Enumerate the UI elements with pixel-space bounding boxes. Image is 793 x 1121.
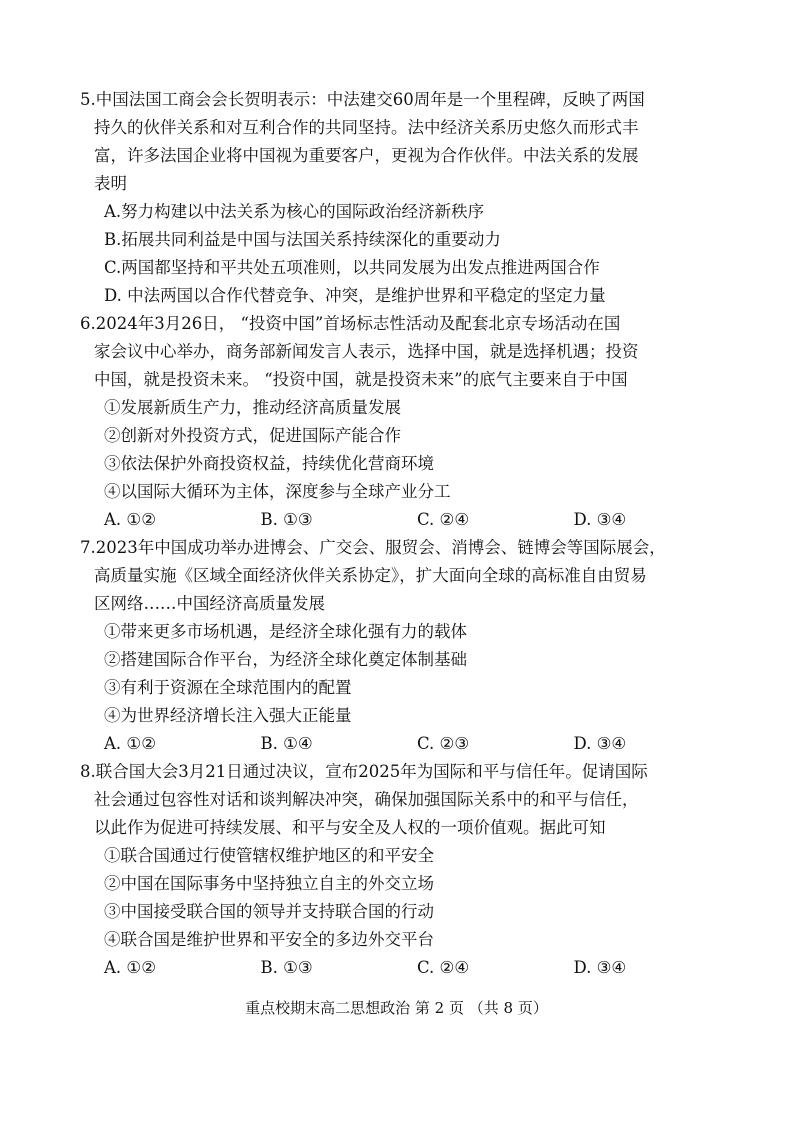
question-5-option-a: A.努力构建以中法关系为核心的国际政治经济新秩序 <box>104 202 485 221</box>
question-6 <box>80 310 730 534</box>
question-8-stem-line-2: 社会通过包容性对话和谈判解决冲突，确保加强国际关系中的和平与信任， <box>94 790 639 809</box>
question-6-stem-line-3: 中国，就是投资未来。 “投资中国，就是投资未来”的底气主要来自于中国 <box>94 370 628 389</box>
question-6-statement-4: ④以国际大循环为主体，深度参与全球产业分工 <box>104 482 451 501</box>
question-7-choices <box>104 730 730 758</box>
question-6-choice-d: D. ③④ <box>573 510 627 529</box>
question-8-choice-a: A. ①② <box>104 958 156 977</box>
question-8-choice-c: C. ②④ <box>417 958 470 977</box>
question-6-statement-3: ③依法保护外商投资权益，持续优化营商环境 <box>104 454 434 473</box>
question-8-statement-1: ①联合国通过行使管辖权维护地区的和平安全 <box>104 846 434 865</box>
question-5-stem-line-3: 富，许多法国企业将中国视为重要客户，更视为合作伙伴。中法关系的发展 <box>94 146 639 165</box>
question-7-choice-b: B. ①④ <box>260 734 313 753</box>
question-8-stem-line-3: 以此作为促进可持续发展、和平与安全及人权的一项价值观。据此可知 <box>94 818 606 837</box>
question-7-statement-2: ②搭建国际合作平台，为经济全球化奠定体制基础 <box>104 650 467 669</box>
question-8-choice-d: D. ③④ <box>573 958 627 977</box>
question-8-statement-4: ④联合国是维护世界和平安全的多边外交平台 <box>104 930 434 949</box>
question-6-statement-1: ①发展新质生产力，推动经济高质量发展 <box>104 398 401 417</box>
question-5-option-c: C.两国都坚持和平共处五项准则，以共同发展为出发点推进两国合作 <box>104 258 600 277</box>
question-8-stem-line-1: 8.联合国大会3月21日通过决议，宣布2025年为国际和平与信任年。促请国际 <box>80 762 648 781</box>
question-5 <box>80 86 730 310</box>
question-7-choice-c: C. ②③ <box>417 734 470 753</box>
question-7-choice-d: D. ③④ <box>573 734 627 753</box>
question-7-stem-line-2: 高质量实施《区域全面经济伙伴关系协定》，扩大面向全球的高标准自由贸易 <box>94 566 647 585</box>
question-6-stem-line-1: 6.2024年3月26日， “投资中国”首场标志性活动及配套北京专场活动在国 <box>80 314 621 333</box>
question-8 <box>80 758 730 982</box>
question-5-option-d: D. 中法两国以合作代替竞争、冲突，是维护世界和平稳定的坚定力量 <box>104 286 606 305</box>
question-8-choice-b: B. ①③ <box>260 958 313 977</box>
question-7 <box>80 534 730 758</box>
question-7-statement-4: ④为世界经济增长注入强大正能量 <box>104 706 352 725</box>
question-7-stem-line-1: 7.2023年中国成功举办进博会、广交会、服贸会、消博会、链博会等国际展会， <box>80 538 666 557</box>
question-6-choice-a: A. ①② <box>104 510 156 529</box>
question-8-choices <box>104 954 730 982</box>
question-6-choice-b: B. ①③ <box>260 510 313 529</box>
question-8-statement-3: ③中国接受联合国的领导并支持联合国的行动 <box>104 902 434 921</box>
question-7-stem-line-3: 区网络……中国经济高质量发展 <box>94 594 325 613</box>
question-7-choice-a: A. ①② <box>104 734 156 753</box>
question-6-choice-c: C. ②④ <box>417 510 470 529</box>
page-footer: 重点校期末高二思想政治 第 2 页 （共 8 页） <box>245 999 548 1017</box>
question-8-statement-2: ②中国在国际事务中坚持独立自主的外交立场 <box>104 874 434 893</box>
question-5-stem-line-4: 表明 <box>94 174 127 193</box>
question-6-choices <box>104 506 730 534</box>
question-5-option-b: B.拓展共同利益是中国与法国关系持续深化的重要动力 <box>104 230 501 249</box>
question-5-stem-line-1: 5.中国法国工商会会长贺明表示：中法建交60周年是一个里程碑，反映了两国 <box>80 90 645 109</box>
question-7-statement-1: ①带来更多市场机遇，是经济全球化强有力的载体 <box>104 622 467 641</box>
question-6-stem-line-2: 家会议中心举办，商务部新闻发言人表示，选择中国，就是选择机遇；投资 <box>94 342 639 361</box>
question-5-stem-line-2: 持久的伙伴关系和对互利合作的共同坚持。法中经济关系历史悠久而形式丰 <box>94 118 639 137</box>
question-6-statement-2: ②创新对外投资方式，促进国际产能合作 <box>104 426 401 445</box>
question-7-statement-3: ③有利于资源在全球范围内的配置 <box>104 678 352 697</box>
